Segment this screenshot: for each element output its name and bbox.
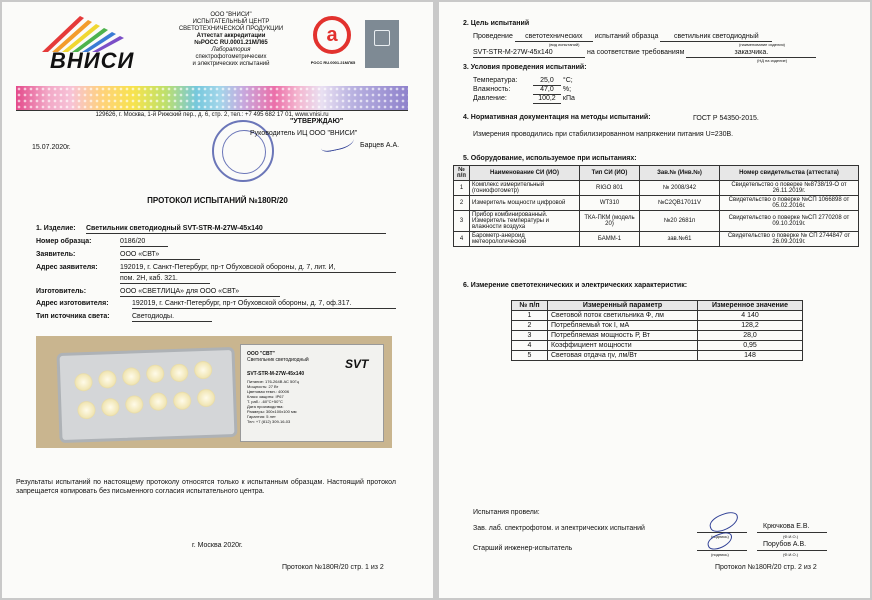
table-cell: Свидетельство о поверке №СП 2770208 от 09.10.2019г. [720,211,859,232]
hint-product-name: (наименование изделия) [739,42,785,47]
column-header: Наименование СИ (ИО) [470,166,580,181]
label-spec-line: Тел: +7 (812) 309-16-03 [247,419,291,424]
protocol-date: 15.07.2020г. [32,144,71,151]
lab-line: Лаборатория [211,47,251,53]
purpose-line-2 [473,48,816,58]
page-footer: Протокол №180R/20 стр. 2 из 2 [715,564,817,571]
condition-value: 25,0 [533,76,561,86]
table-cell: №20 2681п [640,211,720,232]
label-spec-line: Размеры: 300х100х100 мм [247,409,297,414]
table-cell: WT310 [580,196,640,211]
city-year: г. Москва 2020г. [192,542,243,549]
table-cell: Свидетельство о поверке № СП 2744847 от 26.09.2019г. [720,232,859,247]
signature-line [697,550,747,551]
condition-value: 47,0 [533,85,561,95]
lab-line: спектрофотометрических [195,54,267,60]
equipment-header-row [454,166,859,181]
results-header-row [512,301,803,311]
approve-role: Руководитель ИЦ ООО "ВНИСИ" [250,130,358,137]
org-line: СВЕТОТЕХНИЧЕСКОЙ ПРОДУКЦИИ [178,26,284,32]
signer-1-role: Зав. лаб. спектрофотом. и электрических испытаний [473,525,645,532]
accreditation-line: Аттестат аккредитации [196,33,266,39]
org-line: ООО "ВНИСИ" [210,12,252,18]
field-item [36,224,396,234]
field-label: Адрес изготовителя: [36,300,109,307]
field-light-source [36,312,396,322]
disclaimer-note: Результаты испытаний по настоящему протоколу относятся только к испытанным образцам. Настоящий протокол запрещается копировать без письменного согласия испытательного центра. [16,479,396,495]
table-cell: Измеритель мощности цифровой [470,196,580,211]
column-header: Измеренный параметр [548,301,698,311]
condition-label: Давление: [473,95,507,102]
table-cell: 2 [512,321,548,331]
column-header: № п/п [454,166,470,181]
column-header: Зав.№ (Инв.№) [640,166,720,181]
purpose-text: Проведение [473,33,513,40]
label-product: Светильник светодиодный [247,357,309,363]
field-maker-address [36,299,396,309]
condition-value: 100,2 [533,94,561,104]
condition-unit: кПа [562,95,575,102]
column-header: Тип СИ (ИО) [580,166,640,181]
purpose-line-1 [473,32,772,42]
field-value: ООО «СВЕТЛИЦА» для ООО «СВТ» [120,287,280,297]
table-row [512,321,803,331]
table-cell: 148 [698,351,803,361]
hint-test-type: (вид испытаний) [549,42,580,47]
field-maker [36,287,396,297]
table-cell: Прибор комбинированный. Измеритель температуры и влажности воздуха [470,211,580,232]
purpose-value: светильник светодиодный [660,32,772,42]
condition-unit: %; [562,86,572,93]
table-cell: Потребляемая мощность Р, Вт [548,331,698,341]
signer-2-signature [705,530,734,552]
hint-signature: (подпись) [711,552,729,557]
table-cell: RIGO 801 [580,181,640,196]
signer-2-name: Порубов А.В. [763,541,807,548]
table-row [512,311,803,321]
table-cell: Потребляемый ток I, мА [548,321,698,331]
table-cell: Комплекс измерительный (гониофотометр) [470,181,580,196]
voltage-note: Измерения проводились при стабилизированном напряжении питания U=230В. [473,131,734,138]
table-row [454,181,859,196]
protocol-title: ПРОТОКОЛ ИСПЫТАНИЙ №180R/20 [147,196,288,205]
table-cell: №C2QB17011V [640,196,720,211]
lab-line: и электрических испытаний [192,61,270,67]
accreditation-line: №РОСС RU.0001.21МЛ65 [194,40,268,46]
field-label: Тип источника света: [36,313,110,320]
field-value: 0186/20 [120,237,168,247]
field-value: 192019, г. Санкт-Петербург, пр-т Обуховской обороны, д. 7, лит. И, [120,263,396,273]
table-cell: 4 [454,232,470,247]
field-label: Изготовитель: [36,288,87,295]
purpose-value: SVT-STR-M-27W-45x140 [473,48,585,58]
performed-by-label: Испытания провели: [473,509,540,516]
table-cell: ТКА-ПКМ (модель 20) [580,211,640,232]
table-cell: 2 [454,196,470,211]
field-value: Светодиоды. [132,312,212,322]
field-applicant [36,250,396,260]
hint-fio: (Ф.И.О.) [783,552,799,557]
product-photo [36,336,392,448]
section-2-title: 2. Цель испытаний [463,20,530,27]
table-cell: Световая отдача ηv, лм/Вт [548,351,698,361]
purpose-text: испытаний образца [594,33,659,40]
table-cell: 4 140 [698,311,803,321]
section-3-title: 3. Условия проведения испытаний: [463,64,587,71]
accreditation-logo-icon: a [313,16,351,54]
table-row [512,331,803,341]
section-4-title: 4. Нормативная документация на методы испытаний: [463,114,651,121]
table-cell: 28,0 [698,331,803,341]
equipment-table [453,165,859,247]
table-cell: 0,95 [698,341,803,351]
table-cell: № 2008/342 [640,181,720,196]
field-value: ООО «СВТ» [120,250,200,260]
approver-name: Барцев А.А. [360,142,400,149]
org-block [160,12,302,68]
certificate-badge-icon [365,20,399,68]
label-spec-line: Мощность: 27 Вт [247,384,279,389]
table-cell: 4 [512,341,548,351]
table-cell: 1 [512,311,548,321]
logo-text: ВНИСИ [50,48,135,73]
label-specs [247,379,327,424]
approve-title: "УТВЕРЖДАЮ" [290,118,344,125]
field-value: Светильник светодиодный SVT-STR-M-27W-45x140 [86,224,386,234]
table-cell: 128,2 [698,321,803,331]
table-cell: БАММ-1 [580,232,640,247]
table-cell: 1 [454,181,470,196]
signer-1-signature [707,509,741,534]
header-address: 129626, г. Москва, 1-й Рижский пер., д. 6, стр. 2, тел.: +7 495 682 17 01, www.vnisi.ru [16,110,408,119]
signer-1-name: Крючкова Е.В. [763,523,810,530]
section-5-title: 5. Оборудование, используемое при испытаниях: [463,155,637,162]
section-6-title: 6. Измерение светотехнических и электрических характеристик: [463,282,688,289]
field-label: 1. Изделие: [36,225,76,232]
column-header: № п/п [512,301,548,311]
field-value: 192019, г. Санкт-Петербург, пр-т Обуховской обороны, д. 7, оф.317. [132,299,396,309]
purpose-value: светотехнических [515,32,593,42]
name-line [757,532,827,533]
table-cell: Свидетельство о поверке №СП 1066898 от 05.02.2016г. [720,196,859,211]
table-cell: Свидетельство о поверке №8738/19-О от 26.11.2019г. [720,181,859,196]
field-sample [36,237,396,247]
table-cell: зав.№61 [640,232,720,247]
label-spec-line: Цветовая темп.: 4000К [247,389,290,394]
vnisi-logo [40,14,142,76]
table-row [512,351,803,361]
field-label: Адрес заявителя: [36,264,98,271]
label-spec-line: Гарантия: 5 лет [247,414,276,419]
table-cell: 3 [512,331,548,341]
label-model: SVT-STR-M-27W-45x140 [247,371,305,377]
label-company: ООО "СВТ" [247,351,275,357]
field-applicant-address [36,263,396,285]
results-table [511,300,803,361]
table-row [512,341,803,351]
column-header: Измеренное значение [698,301,803,311]
table-cell: 3 [454,211,470,232]
purpose-text: на соответствие требованиям [586,49,685,56]
condition-label: Влажность: [473,86,511,93]
field-value: пом. 2Н, каб. 321. [120,274,210,284]
table-cell: 5 [512,351,548,361]
hint-standard: (НД на изделие) [757,58,788,63]
protocol-page-1 [2,2,433,598]
condition-label: Температура: [473,77,518,84]
hint-fio: (Ф.И.О.) [783,534,799,539]
table-cell: Световой поток светильника Ф, лм [548,311,698,321]
table-row [454,232,859,247]
standard-value: ГОСТ Р 54350-2015. [693,115,759,122]
svt-brand-logo: SVT [345,357,369,371]
table-row [454,211,859,232]
column-header: Номер свидетельства (аттестата) [720,166,859,181]
page-footer: Протокол №180R/20 стр. 1 из 2 [282,564,384,571]
accreditation-logo-label: РОСС RU.0001.21МЛ65 [310,60,356,65]
label-spec-line: Класс защиты: IP67 [247,394,284,399]
table-row [454,196,859,211]
spectrum-banner [16,86,408,110]
condition-pressure [473,94,575,104]
product-label [240,344,384,442]
label-spec-line: Т. раб.: -60°С+50°С [247,399,283,404]
signer-2-role: Старший инженер-испытатель [473,545,573,552]
label-spec-line: Дата производства: [247,404,284,409]
purpose-value: заказчика. [686,48,816,58]
field-label: Номер образца: [36,238,92,245]
condition-unit: °С; [562,77,573,84]
org-line: ИСПЫТАТЕЛЬНЫЙ ЦЕНТР [192,19,270,25]
name-line [757,550,827,551]
label-spec-line: Питание: 176-264В АС 50Гц [247,379,299,384]
hint-signature: (подпись) [711,534,729,539]
field-label: Заявитель: [36,251,76,258]
table-cell: Барометр-анероид метеорологический [470,232,580,247]
protocol-page-2 [439,2,870,598]
luminaire-image [56,347,237,443]
table-cell: Коэффициент мощности [548,341,698,351]
